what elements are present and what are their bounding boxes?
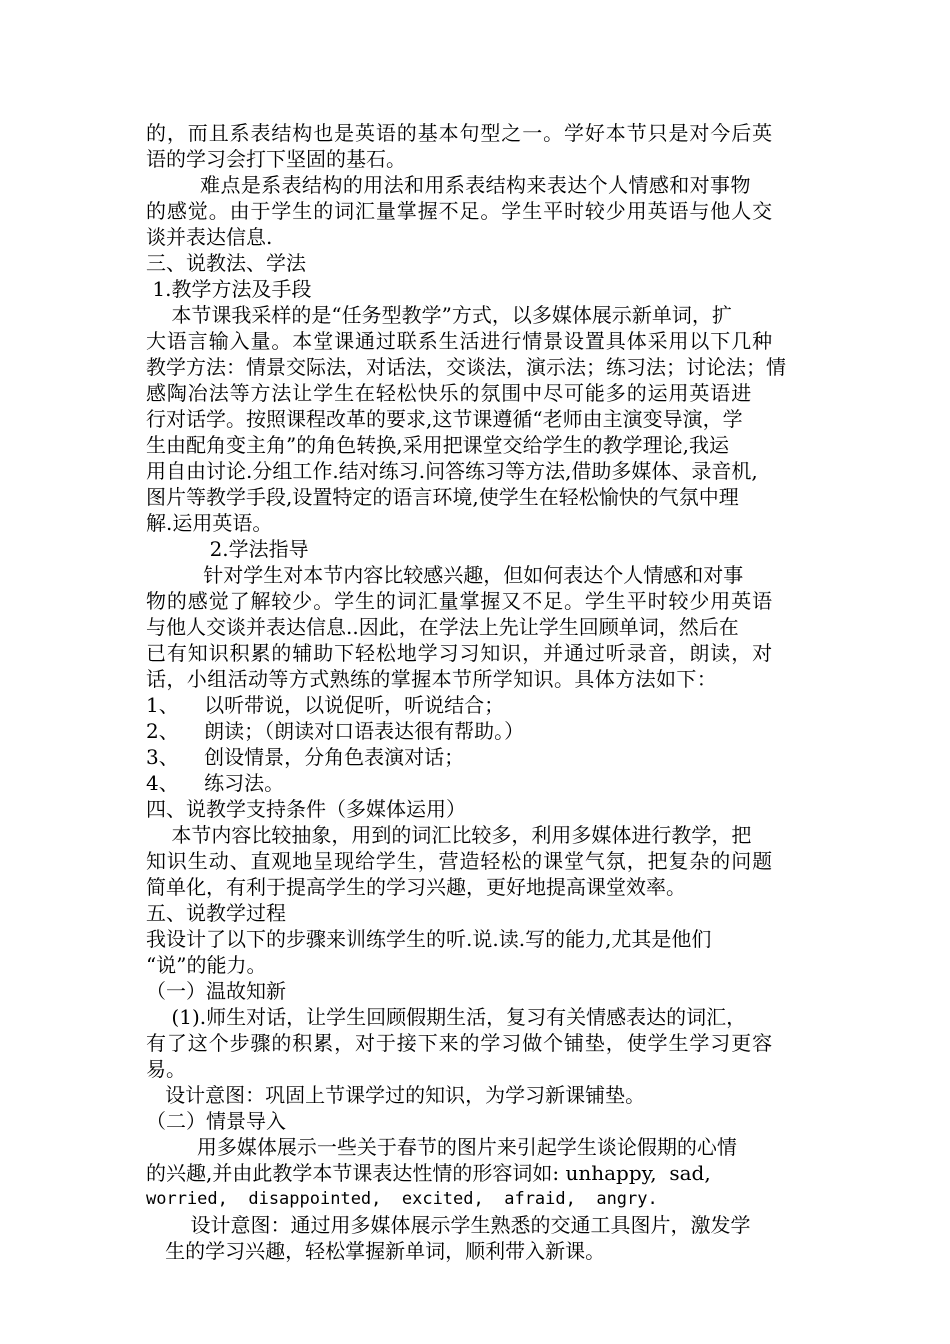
text-line: 感陶冶法等方法让学生在轻松快乐的氛围中尽可能多的运用英语进 bbox=[146, 381, 753, 405]
text-line: 知识生动、直观地呈现给学生，营造轻松的课堂气氛，把复杂的问题 bbox=[146, 849, 773, 873]
subsection-heading: （一）温故知新 bbox=[146, 979, 286, 1003]
text-line: worried, disappointed, excited, afraid, angry. bbox=[146, 1189, 658, 1209]
text-line: 简单化，有利于提高学生的学习兴趣，更好地提高课堂效率。 bbox=[146, 875, 686, 899]
text-line: “说”的能力。 bbox=[146, 953, 267, 977]
section-heading: 四、说教学支持条件（多媒体运用） bbox=[146, 797, 466, 821]
text-line: 大语言输入量。本堂课通过联系生活进行情景设置具体采用以下几种 bbox=[146, 329, 773, 353]
text-line: 设计意图：通过用多媒体展示学生熟悉的交通工具图片，激发学 bbox=[146, 1213, 751, 1237]
text-line: 语的学习会打下坚固的基石。 bbox=[146, 147, 406, 171]
subsection-heading: （二）情景导入 bbox=[146, 1109, 286, 1133]
text-line: 针对学生对本节内容比较感兴趣，但如何表达个人情感和对事 bbox=[146, 563, 744, 587]
text-line: 本节内容比较抽象，用到的词汇比较多，利用多媒体进行教学，把 bbox=[146, 823, 752, 847]
subsection-heading: 2.学法指导 bbox=[146, 537, 309, 561]
list-item: 1、 以听带说，以说促听，听说结合； bbox=[146, 693, 505, 717]
subsection-heading: 1.教学方法及手段 bbox=[146, 277, 312, 301]
text-line: 的，而且系表结构也是英语的基本句型之一。学好本节只是对今后英 bbox=[146, 121, 773, 145]
text-line: 图片等教学手段,设置特定的语言环境,使学生在轻松愉快的气氛中理 bbox=[146, 485, 739, 509]
text-line: 与他人交谈并表达信息..因此，在学法上先让学生回顾单词，然后在 bbox=[146, 615, 739, 639]
text-line: 教学方法：情景交际法，对话法，交谈法，演示法；练习法；讨论法；情 bbox=[146, 355, 786, 379]
text-line: 话，小组活动等方式熟练的掌握本节所学知识。具体方法如下： bbox=[146, 667, 718, 691]
text-line: 的感觉。由于学生的词汇量掌握不足。学生平时较少用英语与他人交 bbox=[146, 199, 773, 223]
text-line: 难点是系表结构的用法和用系表结构来表达个人情感和对事物 bbox=[146, 173, 751, 197]
text-line: 已有知识积累的辅助下轻松地学习习知识，并通过听录音，朗读，对 bbox=[146, 641, 773, 665]
text-line: 的兴趣,并由此教学本节课表达性情的形容词如: unhappy, sad, bbox=[146, 1161, 711, 1185]
text-line: 生的学习兴趣，轻松掌握新单词，顺利带入新课。 bbox=[146, 1239, 606, 1263]
text-line: 有了这个步骤的积累，对于接下来的学习做个铺垫，使学生学习更容 bbox=[146, 1031, 773, 1055]
list-item: 2、 朗读；（朗读对口语表达很有帮助。） bbox=[146, 719, 525, 743]
text-line: 解.运用英语。 bbox=[146, 511, 273, 535]
text-line: 本节课我采样的是“任务型教学”方式，以多媒体展示新单词，扩 bbox=[146, 303, 732, 327]
text-line: (1).师生对话，让学生回顾假期生活，复习有关情感表达的词汇， bbox=[146, 1005, 747, 1029]
text-line: 我设计了以下的步骤来训练学生的听.说.读.写的能力,尤其是他们 bbox=[146, 927, 712, 951]
text-line: 谈并表达信息. bbox=[146, 225, 273, 249]
list-item: 4、 练习法。 bbox=[146, 771, 285, 795]
section-heading: 三、说教法、学法 bbox=[146, 251, 306, 275]
text-line: 行对话学。按照课程改革的要求,这节课遵循“老师由主演变导演，学 bbox=[146, 407, 743, 431]
text-line: 用多媒体展示一些关于春节的图片来引起学生谈论假期的心情 bbox=[146, 1135, 737, 1159]
text-line: 用自由讨论.分组工作.结对练习.问答练习等方法,借助多媒体、录音机, bbox=[146, 459, 758, 483]
text-line: 易。 bbox=[146, 1057, 186, 1081]
list-item: 3、 创设情景，分角色表演对话； bbox=[146, 745, 465, 769]
section-heading: 五、说教学过程 bbox=[146, 901, 286, 925]
text-line: 生由配角变主角”的角色转换,采用把课堂交给学生的教学理论,我运 bbox=[146, 433, 729, 457]
text-line: 物的感觉了解较少。学生的词汇量掌握又不足。学生平时较少用英语 bbox=[146, 589, 773, 613]
text-line: 设计意图：巩固上节课学过的知识，为学习新课铺垫。 bbox=[146, 1083, 646, 1107]
